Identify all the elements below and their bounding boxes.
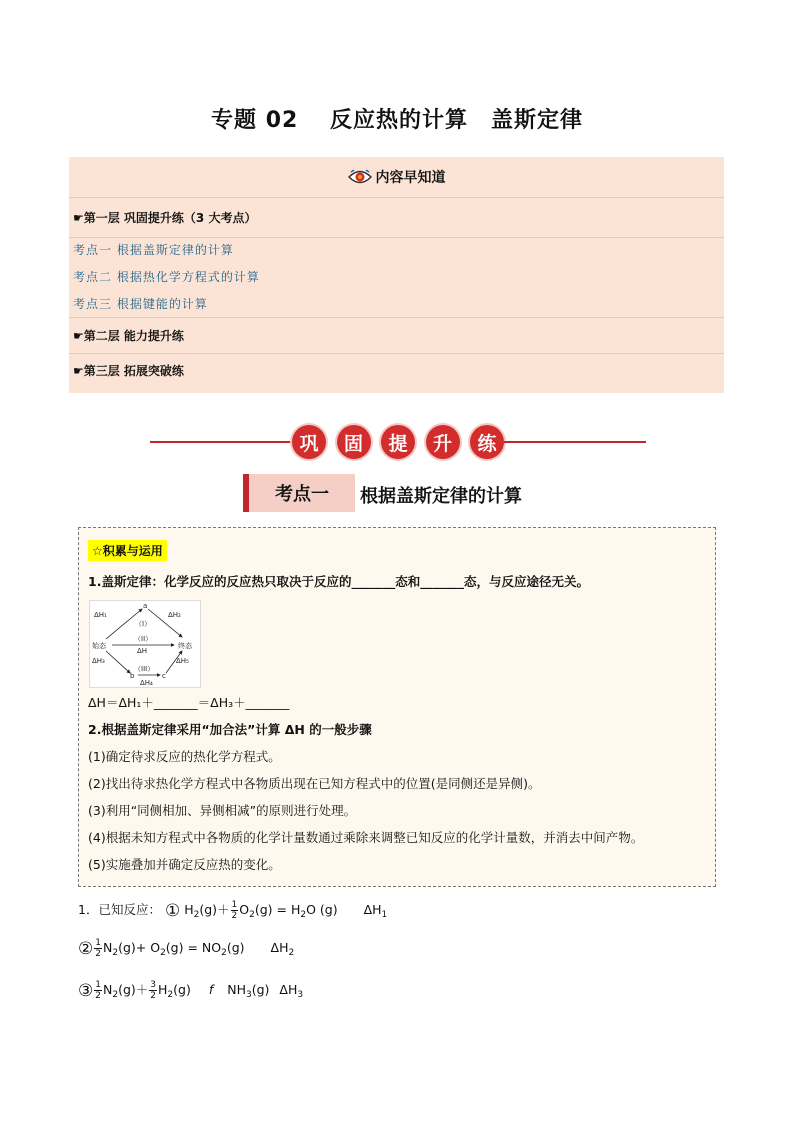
numerator: 1 <box>231 900 238 910</box>
label-path-3: （III） <box>134 665 155 673</box>
arrow-glyph: f <box>208 982 214 997</box>
formula-text: (g)＋ <box>118 982 149 997</box>
step-1: (1)确定待求反应的热化学方程式。 <box>88 749 281 764</box>
question-line-1 <box>78 900 387 921</box>
label-dh1: ΔH₁ <box>94 611 107 619</box>
formula-text: H <box>184 902 194 917</box>
formula-text: NH <box>227 982 246 997</box>
question-line-2 <box>78 938 294 959</box>
denominator: 2 <box>231 911 238 921</box>
denominator: 2 <box>95 949 101 959</box>
subscript: 1 <box>381 910 388 920</box>
node-start: 始态 <box>92 642 106 650</box>
label-dh: ΔH <box>137 647 148 655</box>
subscript: 2 <box>193 910 200 920</box>
toc-point-3[interactable]: 考点三 根据键能的计算 <box>73 297 208 311</box>
numerator: 1 <box>95 938 101 948</box>
toc-panel <box>69 157 724 393</box>
banner-char: 提 <box>381 425 415 459</box>
banner-char: 固 <box>337 425 371 459</box>
node-a: a <box>143 602 148 610</box>
banner-char: 巩 <box>292 425 326 459</box>
toc-level-1[interactable]: ☛第一层 巩固提升练（3 大考点） <box>73 211 257 225</box>
enthalpy-label: ΔH <box>270 940 289 955</box>
formula-text: (g)+ O <box>118 940 161 955</box>
step-5: (5)实施叠加并确定反应热的变化。 <box>88 857 281 872</box>
box-label: ☆积累与运用 <box>88 540 167 561</box>
label-dh4: ΔH₄ <box>140 679 153 687</box>
fraction <box>94 980 102 1001</box>
subscript: 3 <box>246 990 252 1000</box>
step-4: (4)根据未知方程式中各物质的化学计量数通过乘除来调整已知反应的化学计量数，并消去中间产物。 <box>88 830 644 845</box>
node-end: 终态 <box>178 642 192 650</box>
label-dh3: ΔH₃ <box>92 657 105 665</box>
reaction-marker: ③ <box>78 981 94 1001</box>
step-2: (2)找出待求热化学方程式中各物质出现在已知方程式中的位置(是同侧还是异侧)。 <box>88 776 541 791</box>
fraction <box>94 938 102 959</box>
subscript: 2 <box>249 910 255 920</box>
knowledge-box <box>78 527 716 887</box>
subscript: 2 <box>300 910 307 920</box>
numerator: 1 <box>95 980 101 990</box>
enthalpy-label: ΔH <box>279 982 298 997</box>
banner-rule-left <box>150 441 292 443</box>
subscript: 2 <box>167 990 174 1000</box>
formula-text: (g) = NO <box>165 940 222 955</box>
denominator: 2 <box>150 991 157 1001</box>
fraction <box>231 900 239 921</box>
subscript: 3 <box>297 990 304 1000</box>
banner-char: 练 <box>470 425 504 459</box>
divider <box>69 353 724 354</box>
toc-level-2[interactable]: ☛第二层 能力提升练 <box>73 329 184 343</box>
node-c: c <box>162 672 166 680</box>
formula-text: (g) = H <box>254 902 301 917</box>
enthalpy-label: ΔH <box>363 902 382 917</box>
label-path-1: （I） <box>135 620 152 628</box>
toc-header-text: 内容早知道 <box>375 170 446 186</box>
divider <box>69 237 724 238</box>
reaction-marker: ① <box>164 901 181 921</box>
reaction-marker: ② <box>78 939 94 959</box>
formula-text: N <box>102 940 113 955</box>
formula-text: (g) <box>251 982 270 997</box>
question-lead: 1．已知反应： <box>78 902 161 917</box>
node-b: b <box>130 672 135 680</box>
formula-text: (g) <box>173 982 191 997</box>
formula-text: (g) <box>226 940 245 955</box>
box-paragraph-2: 2.根据盖斯定律采用“加合法”计算 ΔH 的一般步骤 <box>88 722 372 737</box>
label-dh2: ΔH₂ <box>168 611 181 619</box>
numerator: 3 <box>150 980 157 990</box>
subscript: 2 <box>221 948 227 958</box>
fraction <box>149 980 157 1001</box>
toc-level-3[interactable]: ☛第三层 拓展突破练 <box>73 364 184 378</box>
denominator: 2 <box>95 991 101 1001</box>
divider <box>69 317 724 318</box>
banner-char: 升 <box>426 425 460 459</box>
toc-point-2[interactable]: 考点二 根据热化学方程式的计算 <box>73 270 260 284</box>
label-path-2: （II） <box>134 635 153 643</box>
toc-header <box>69 157 724 198</box>
subscript: 2 <box>160 948 166 958</box>
hess-formula: ΔH＝ΔH₁＋_______＝ΔH₃＋_______ <box>88 695 290 710</box>
question-line-3 <box>78 980 303 1001</box>
hess-diagram <box>89 600 201 688</box>
formula-text: O <box>239 902 250 917</box>
subscript: 2 <box>112 948 119 958</box>
subscript: 2 <box>112 990 119 1000</box>
section-tag: 考点一 <box>243 474 355 512</box>
label-dh5: ΔH₅ <box>176 657 189 665</box>
section-banner <box>150 425 646 459</box>
formula-text: (g)＋ <box>199 902 230 917</box>
toc-point-1[interactable]: 考点一 根据盖斯定律的计算 <box>73 243 234 257</box>
banner-rule-right <box>504 441 646 443</box>
box-paragraph-1: 1.盖斯定律：化学反应的反应热只取决于反应的_______态和_______态，与反应途径无关。 <box>88 574 589 589</box>
section-title: 根据盖斯定律的计算 <box>360 486 522 507</box>
formula-text: H <box>158 982 168 997</box>
eye-icon <box>348 169 372 185</box>
formula-text: O (g) <box>306 902 338 917</box>
subscript: 2 <box>288 948 295 958</box>
step-3: (3)利用“同侧相加、异侧相减”的原则进行处理。 <box>88 803 357 818</box>
formula-text: N <box>102 982 113 997</box>
page-title: 专题 02 反应热的计算 盖斯定律 <box>211 108 583 133</box>
